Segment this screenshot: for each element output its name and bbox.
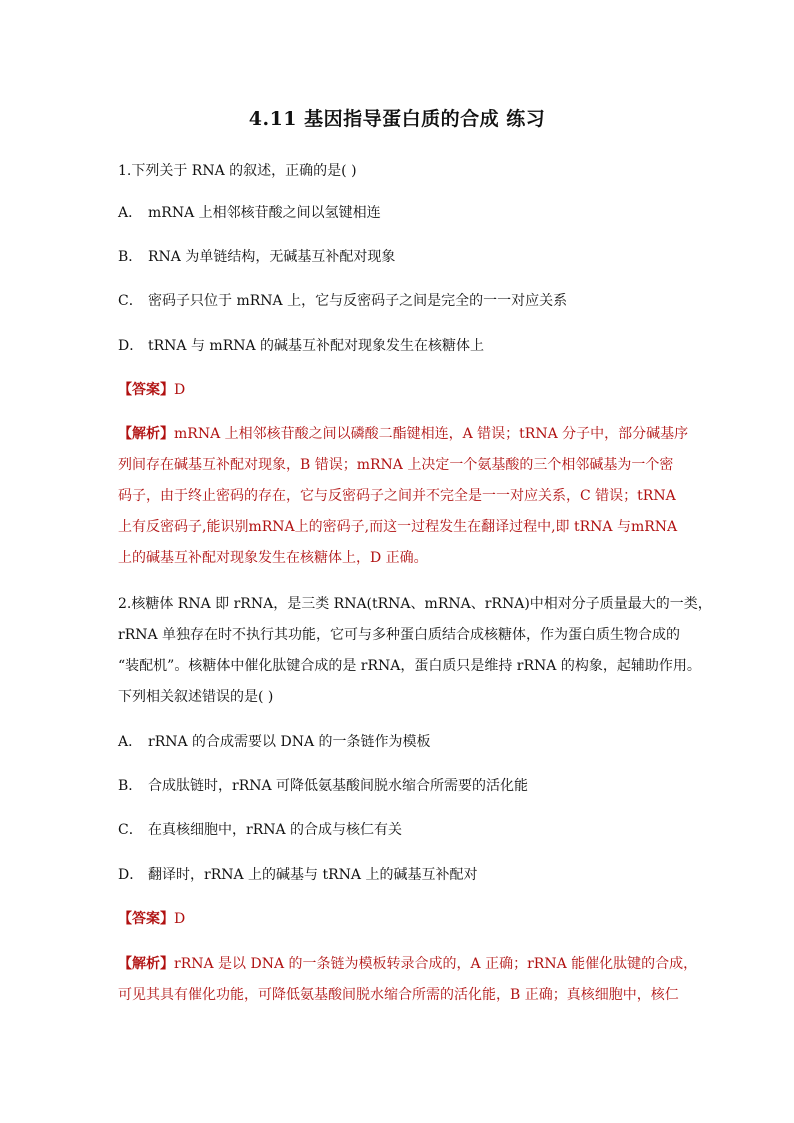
- q1-analysis-line: 上有反密码子,能识别mRNA上的密码子,而这一过程发生在翻译过程中,即 tRNA 与mRNA: [118, 519, 678, 535]
- q1-analysis-line: 上的碱基互补配对现象发生在核糖体上，D 正确。: [118, 550, 428, 566]
- option-text: tRNA 与 mRNA 的碱基互补配对现象发生在核糖体上: [148, 338, 485, 354]
- analysis-label: 【解析】: [118, 426, 174, 442]
- q2-answer: [118, 910, 688, 928]
- q1-analysis-line: [118, 425, 688, 443]
- q2-option-a: [118, 733, 688, 751]
- q2-stem-line: 下列相关叙述错误的是( ): [118, 689, 274, 705]
- option-text: RNA 为单链结构，无碱基互补配对现象: [148, 249, 396, 265]
- q1-analysis-line: 列间存在碱基互补配对现象，B 错误；mRNA 上决定一个氨基酸的三个相邻碱基为一个密: [118, 457, 674, 473]
- q2-stem-line: 2.核糖体 RNA 即 rRNA，是三类 RNA(tRNA、mRNA、rRNA)中相对分子质量最大的一类，: [118, 596, 712, 612]
- q1-option-b: [118, 248, 688, 266]
- q2-option-d: [118, 866, 688, 884]
- option-letter: C．: [118, 293, 143, 309]
- option-text: 合成肽链时，rRNA 可降低氨基酸间脱水缩合所需要的活化能: [148, 778, 529, 794]
- option-text: 密码子只位于 mRNA 上，它与反密码子之间是完全的一一对应关系: [148, 293, 568, 309]
- analysis-text: rRNA 是以 DNA 的一条链为模板转录合成的，A 正确；rRNA 能催化肽键的合成，: [174, 956, 698, 972]
- option-text: rRNA 的合成需要以 DNA 的一条链作为模板: [148, 734, 431, 750]
- analysis-label: 【解析】: [118, 956, 174, 972]
- q1-stem: 1.下列关于 RNA 的叙述，正确的是( ): [118, 163, 357, 179]
- answer-value: D: [174, 382, 186, 398]
- q2-analysis-line: 可见其具有催化功能，可降低氨基酸间脱水缩合所需的活化能，B 正确；真核细胞中，核仁: [118, 987, 679, 1003]
- option-text: 在真核细胞中，rRNA 的合成与核仁有关: [148, 822, 403, 838]
- option-letter: A．: [118, 205, 143, 221]
- option-letter: A．: [118, 734, 143, 750]
- q1-analysis-line: 码子，由于终止密码的存在，它与反密码子之间并不完全是一一对应关系，C 错误；tRNA: [118, 488, 676, 504]
- q1-option-c: [118, 292, 688, 310]
- option-text: 翻译时，rRNA 上的碱基与 tRNA 上的碱基互补配对: [148, 867, 478, 883]
- q2-stem-line: rRNA 单独存在时不执行其功能，它可与多种蛋白质结合成核糖体，作为蛋白质生物合成的: [118, 627, 681, 643]
- page-title: 4.11 基因指导蛋白质的合成 练习: [248, 108, 546, 130]
- option-letter: D．: [118, 338, 144, 354]
- option-letter: B．: [118, 249, 143, 265]
- answer-label: 【答案】: [118, 911, 174, 927]
- q2-option-c: [118, 821, 688, 839]
- answer-label: 【答案】: [118, 382, 174, 398]
- q2-analysis-line: [118, 955, 698, 973]
- q2-stem-line: “装配机”。核糖体中催化肽键合成的是 rRNA，蛋白质只是维持 rRNA 的构象，起辅助作用。: [118, 658, 701, 674]
- q2-option-b: [118, 777, 688, 795]
- option-text: mRNA 上相邻核苷酸之间以氢键相连: [148, 205, 381, 221]
- option-letter: C．: [118, 822, 143, 838]
- option-letter: D．: [118, 867, 144, 883]
- q1-answer: [118, 381, 688, 399]
- answer-value: D: [174, 911, 186, 927]
- q1-option-d: [118, 337, 688, 355]
- option-letter: B．: [118, 778, 143, 794]
- analysis-text: mRNA 上相邻核苷酸之间以磷酸二酯键相连，A 错误；tRNA 分子中，部分碱基序: [174, 426, 689, 442]
- q1-option-a: [118, 204, 688, 222]
